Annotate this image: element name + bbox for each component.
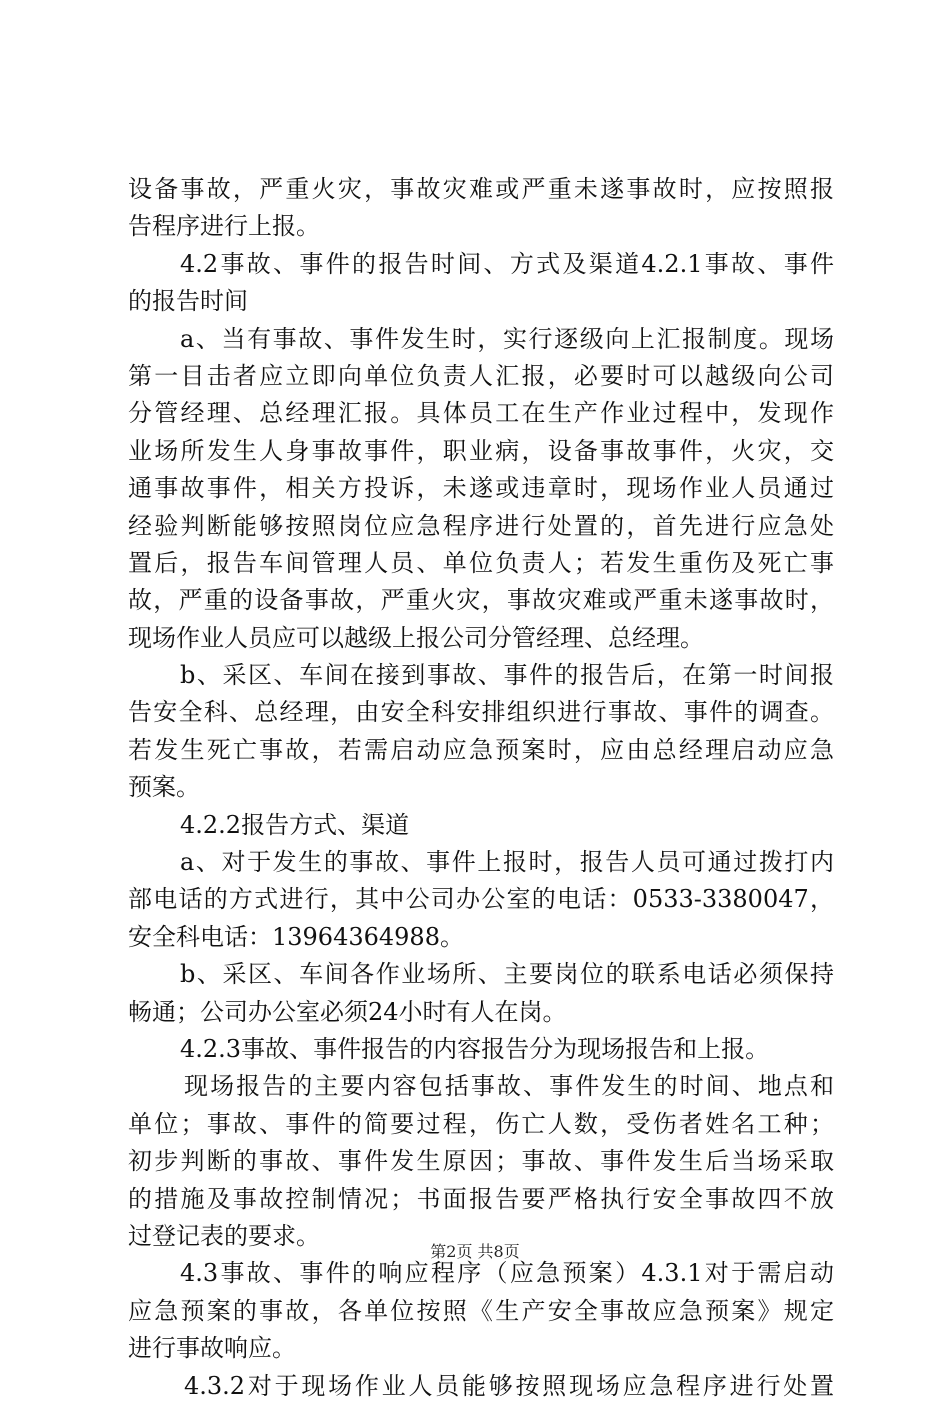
text-line: 置后，报告车间管理人员、单位负责人；若发生重伤及死亡事: [128, 548, 834, 577]
text-line: 部电话的方式进行，其中公司办公室的电话：0533-3380047，: [128, 885, 834, 914]
text-line: 4.2.3事故、事件报告的内容报告分为现场报告和上报。: [180, 1034, 770, 1063]
text-line: 过登记表的要求。: [128, 1221, 320, 1250]
text-line: 初步判断的事故、事件发生原因；事故、事件发生后当场采取: [128, 1147, 834, 1176]
text-line: 分管经理、总经理汇报。具体员工在生产作业过程中，发现作: [128, 399, 834, 428]
text-line: 进行事故响应。: [128, 1334, 296, 1363]
text-line: 通事故事件，相关方投诉，未遂或违章时，现场作业人员通过: [128, 474, 834, 503]
text-line: 业场所发生人身事故事件，职业病，设备事故事件，火灾，交: [128, 436, 834, 465]
text-line: 的报告时间: [128, 287, 248, 316]
text-line: 现场报告的主要内容包括事故、事件发生的时间、地点和: [184, 1072, 834, 1101]
text-line: 告程序进行上报。: [128, 212, 320, 241]
text-line: 第一目击者应立即向单位负责人汇报，必要时可以越级向公司: [128, 361, 834, 390]
text-line: 应急预案的事故，各单位按照《生产安全事故应急预案》规定: [128, 1296, 834, 1325]
text-line: 设备事故，严重火灾，事故灾难或严重未遂事故时，应按照报: [128, 175, 834, 203]
text-line: 安全科电话：13964364988。: [128, 922, 464, 951]
text-line: b、采区、车间在接到事故、事件的报告后，在第一时间报: [180, 661, 834, 690]
text-line: 若发生死亡事故，若需启动应急预案时，应由总经理启动应急: [128, 735, 834, 764]
text-line: 现场作业人员应可以越级上报公司分管经理、总经理。: [128, 623, 704, 652]
page-footer: [0, 1240, 950, 1264]
text-line: 告安全科、总经理，由安全科安排组织进行事故、事件的调查。: [128, 698, 834, 727]
text-line: 畅通；公司办公室必须24小时有人在岗。: [128, 997, 567, 1026]
text-line: 4.2.2报告方式、渠道: [180, 810, 410, 839]
text-line: a、对于发生的事故、事件上报时，报告人员可通过拨打内: [180, 848, 834, 877]
text-line: 的措施及事故控制情况；书面报告要严格执行安全事故四不放: [128, 1184, 834, 1213]
text-line: 故，严重的设备事故，严重火灾，事故灾难或严重未遂事故时，: [128, 586, 834, 615]
document-body: [128, 171, 834, 1405]
text-line: 单位；事故、事件的简要过程，伤亡人数，受伤者姓名工种；: [128, 1109, 834, 1138]
text-line: 经验判断能够按照岗位应急程序进行处置的，首先进行应急处: [128, 511, 834, 540]
page-number: 第2页 共8页: [430, 1242, 520, 1261]
text-line: 4.2事故、事件的报告时间、方式及渠道4.2.1事故、事件: [180, 249, 834, 278]
text-line: 预案。: [128, 773, 200, 802]
text-line: b、采区、车间各作业场所、主要岗位的联系电话必须保持: [180, 960, 834, 989]
text-line: a、当有事故、事件发生时，实行逐级向上汇报制度。现场: [180, 324, 834, 353]
text-line: 4.3事故、事件的响应程序（应急预案）4.3.1对于需启动: [180, 1259, 834, 1288]
text-line: 4.3.2对于现场作业人员能够按照现场应急程序进行处置: [184, 1371, 834, 1400]
